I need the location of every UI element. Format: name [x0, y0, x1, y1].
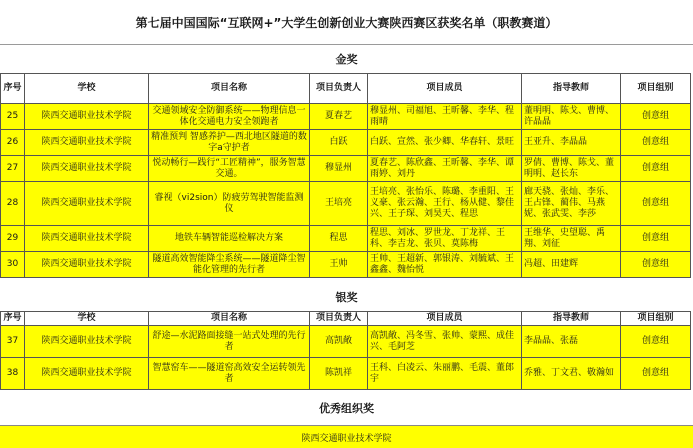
cell-advisor: 廊天骁、张灿、李乐、王占锋、蔺伟、马燕妮、张武雯、李莎: [522, 182, 621, 226]
cell-school: 陕西交通职业技术学院: [25, 130, 149, 156]
header-project-name: 项目名称: [149, 312, 310, 326]
cell-advisor: 王维华、史望聪、禹翔、刘征: [522, 226, 621, 252]
cell-leader: 穆显州: [310, 156, 368, 182]
cell-group: 创意组: [621, 358, 691, 390]
cell-members: 王科、白凌云、朱丽鹏、毛震、董郎宇: [368, 358, 522, 390]
cell-seq: 30: [1, 252, 25, 278]
gold-award-table: [0, 73, 691, 278]
cell-project-name: 交通领域安全防御系统——物理信息一体化交通电力安全领跑者: [149, 104, 310, 130]
cell-leader: 王帅: [310, 252, 368, 278]
cell-school: 陕西交通职业技术学院: [25, 326, 149, 358]
silver-section-heading: 银奖: [335, 291, 358, 304]
header-seq: 序号: [1, 74, 25, 104]
table-row: [1, 326, 691, 358]
cell-leader: 程思: [310, 226, 368, 252]
header-members: 项目成员: [368, 312, 522, 326]
cell-project-name: 睿视（vi2sion）防疲劳驾驶智能监测仪: [149, 182, 310, 226]
cell-group: 创意组: [621, 156, 691, 182]
header-members: 项目成员: [368, 74, 522, 104]
cell-members: 夏春艺、陈欣鑫、王昕馨、李华、谭雨婷、刘丹: [368, 156, 522, 182]
cell-seq: 28: [1, 182, 25, 226]
cell-seq: 29: [1, 226, 25, 252]
header-project-name: 项目名称: [149, 74, 310, 104]
header-advisor: 指导教师: [522, 312, 621, 326]
cell-members: 穆显州、司福旭、王昕馨、李华、程雨晴: [368, 104, 522, 130]
cell-project-name: 地铁车辆智能巡检解决方案: [149, 226, 310, 252]
cell-advisor: 罗倩、曹博、陈戈、董明明、赵长东: [522, 156, 621, 182]
cell-members: 程思、刘冰、罗世龙、丁龙祥、王科、李吉龙、张贝、莫陈梅: [368, 226, 522, 252]
cell-members: 王培亮、张怡乐、陈璐、李重阳、王义豪、张云瀚、王行、杨从健、黎佳兴、王子琛、刘昊天、程思: [368, 182, 522, 226]
cell-leader: 白跃: [310, 130, 368, 156]
cell-school: 陕西交通职业技术学院: [25, 104, 149, 130]
table-row: [1, 358, 691, 390]
table-row: [1, 104, 691, 130]
gold-section-heading: 金奖: [335, 53, 358, 66]
cell-project-name: 智慧窑车——隧道窑高效安全运转领先者: [149, 358, 310, 390]
cell-school: 陕西交通职业技术学院: [25, 358, 149, 390]
cell-seq: 27: [1, 156, 25, 182]
cell-advisor: 李晶晶、张磊: [522, 326, 621, 358]
cell-leader: 王培亮: [310, 182, 368, 226]
cell-project-name: 悦动畅行—践行“工匠精神”，服务智慧交通。: [149, 156, 310, 182]
cell-project-name: 舒途—水泥路面接缝一站式处理的先行者: [149, 326, 310, 358]
cell-members: 王帅、王超新、郭银涛、刘毓斌、王鑫鑫、魏怡悦: [368, 252, 522, 278]
cell-group: 创意组: [621, 326, 691, 358]
cell-advisor: 王亚升、李晶晶: [522, 130, 621, 156]
cell-leader: 高凯敞: [310, 326, 368, 358]
table-row: [1, 182, 691, 226]
cell-leader: 陈凯祥: [310, 358, 368, 390]
table-row: [1, 130, 691, 156]
cell-school: 陕西交通职业技术学院: [25, 182, 149, 226]
header-group: 项目组别: [621, 312, 691, 326]
excellent-org-school: 陕西交通职业技术学院: [0, 425, 693, 448]
table-row: [1, 226, 691, 252]
cell-group: 创意组: [621, 226, 691, 252]
cell-project-name: 隧道高效智能降尘系统——隧道降尘智能化管理的先行者: [149, 252, 310, 278]
cell-group: 创意组: [621, 182, 691, 226]
header-advisor: 指导教师: [522, 74, 621, 104]
cell-advisor: 董明明、陈戈、曹博、许晶晶: [522, 104, 621, 130]
table-row: [1, 156, 691, 182]
header-leader: 项目负责人: [310, 312, 368, 326]
silver-award-table: [0, 311, 691, 390]
cell-school: 陕西交通职业技术学院: [25, 226, 149, 252]
cell-seq: 37: [1, 326, 25, 358]
excellent-org-heading: 优秀组织奖: [319, 402, 374, 415]
cell-project-name: 精准预判 智感养护—西北地区隧道的数字a守护者: [149, 130, 310, 156]
cell-advisor: 冯超、田建辉: [522, 252, 621, 278]
cell-members: 高凯敞、冯冬雪、张帅、蒙熙、成佳兴、毛阿芝: [368, 326, 522, 358]
cell-seq: 25: [1, 104, 25, 130]
cell-group: 创意组: [621, 130, 691, 156]
document-title: 第七届中国国际“互联网+”大学生创新创业大赛陕西赛区获奖名单（职教赛道）: [0, 0, 693, 45]
cell-group: 创意组: [621, 104, 691, 130]
cell-seq: 26: [1, 130, 25, 156]
cell-leader: 夏春艺: [310, 104, 368, 130]
table-row: [1, 252, 691, 278]
header-group: 项目组别: [621, 74, 691, 104]
cell-members: 白跃、宣然、张少卿、华春轩、景旺: [368, 130, 522, 156]
cell-group: 创意组: [621, 252, 691, 278]
table-header-row: [1, 312, 691, 326]
cell-advisor: 乔雅、丁文君、敬瀚如: [522, 358, 621, 390]
header-leader: 项目负责人: [310, 74, 368, 104]
header-school: 学校: [25, 74, 149, 104]
header-school: 学校: [25, 312, 149, 326]
table-header-row: [1, 74, 691, 104]
cell-school: 陕西交通职业技术学院: [25, 156, 149, 182]
header-seq: 序号: [1, 312, 25, 326]
cell-school: 陕西交通职业技术学院: [25, 252, 149, 278]
cell-seq: 38: [1, 358, 25, 390]
